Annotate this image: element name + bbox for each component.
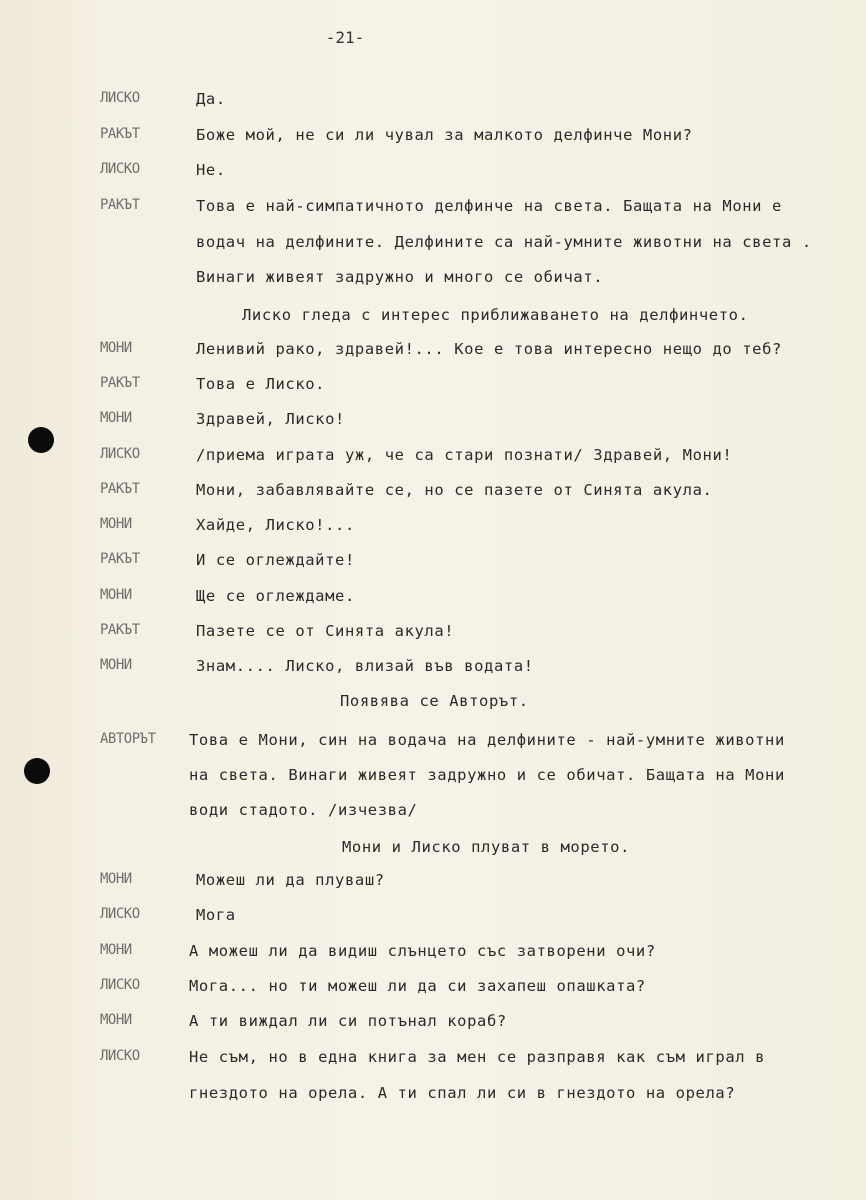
speaker-name: ЛИСКО [100, 161, 140, 177]
dialogue-text: Не. [196, 161, 226, 179]
dialogue-text: Не съм, но в една книга за мен се разправя как съм играл в [189, 1048, 766, 1066]
dialogue-text: А ти виждал ли си потънал кораб? [189, 1012, 507, 1030]
stage-direction [0, 692, 866, 716]
speaker-name: ЛИСКО [100, 90, 140, 106]
script-line [0, 766, 866, 790]
script-line [0, 197, 866, 221]
dialogue-text: Боже мой, не си ли чувал за малкото делфинче Мони? [196, 126, 693, 144]
speaker-name: РАКЪТ [100, 622, 140, 638]
script-line [0, 801, 866, 825]
stage-direction-text: Мони и Лиско плуват в морето. [342, 838, 631, 856]
dialogue-text: И се оглеждайте! [196, 551, 355, 569]
script-line [0, 268, 866, 292]
stage-direction [0, 838, 866, 862]
page-number: -21- [325, 28, 365, 47]
script-line [0, 977, 866, 1001]
script-line [0, 871, 866, 895]
speaker-name: РАКЪТ [100, 375, 140, 391]
script-line [0, 1084, 866, 1108]
speaker-name: ЛИСКО [100, 977, 140, 993]
stage-direction [0, 306, 866, 330]
script-line [0, 233, 866, 257]
speaker-name: МОНИ [100, 410, 132, 426]
dialogue-text: Пазете се от Синята акула! [196, 622, 455, 640]
dialogue-text: Това е Лиско. [196, 375, 326, 393]
script-line [0, 340, 866, 364]
speaker-name: МОНИ [100, 587, 132, 603]
speaker-name: АВТОРЪТ [100, 731, 156, 747]
speaker-name: МОНИ [100, 516, 132, 532]
dialogue-text: Хайде, Лиско!... [196, 516, 355, 534]
script-line [0, 90, 866, 114]
script-line [0, 731, 866, 755]
speaker-name: ЛИСКО [100, 906, 140, 922]
dialogue-text: Винаги живеят задружно и много се обичат. [196, 268, 604, 286]
speaker-name: РАКЪТ [100, 551, 140, 567]
speaker-name: МОНИ [100, 657, 132, 673]
dialogue-text: Здравей, Лиско! [196, 410, 345, 428]
stage-direction-text: Появява се Авторът. [340, 692, 529, 710]
script-line [0, 906, 866, 930]
script-line [0, 587, 866, 611]
dialogue-text: Ще се оглеждаме. [196, 587, 355, 605]
dialogue-text: Мога [196, 906, 236, 924]
speaker-name: РАКЪТ [100, 197, 140, 213]
script-line [0, 942, 866, 966]
speaker-name: РАКЪТ [100, 481, 140, 497]
script-line [0, 161, 866, 185]
dialogue-text: води стадото. /изчезва/ [189, 801, 418, 819]
dialogue-text: Това е Мони, син на водача на делфините - най-умните животни [189, 731, 785, 749]
dialogue-text: Мони, забавлявайте се, но се пазете от Синята акула. [196, 481, 713, 499]
dialogue-text: Ленивий рако, здравей!... Кое е това интересно нещо до теб? [196, 340, 782, 358]
script-line [0, 622, 866, 646]
speaker-name: МОНИ [100, 942, 132, 958]
script-line [0, 1048, 866, 1072]
speaker-name: РАКЪТ [100, 126, 140, 142]
speaker-name: ЛИСКО [100, 1048, 140, 1064]
speaker-name: МОНИ [100, 871, 132, 887]
script-line [0, 551, 866, 575]
speaker-name: МОНИ [100, 1012, 132, 1028]
script-line [0, 410, 866, 434]
speaker-name: МОНИ [100, 340, 132, 356]
script-line [0, 516, 866, 540]
script-line [0, 481, 866, 505]
stage-direction-text: Лиско гледа с интерес приближаването на делфинчето. [242, 306, 749, 324]
script-line [0, 1012, 866, 1036]
script-line [0, 375, 866, 399]
script-line [0, 126, 866, 150]
dialogue-text: на света. Винаги живеят задружно и се обичат. Бащата на Мони [189, 766, 785, 784]
dialogue-text: Мога... но ти можеш ли да си захапеш опашката? [189, 977, 646, 995]
dialogue-text: /приема играта уж, че са стари познати/ Здравей, Мони! [196, 446, 733, 464]
dialogue-text: водач на делфините. Делфините са най-умните животни на света . [196, 233, 812, 251]
dialogue-text: А можеш ли да видиш слънцето със затворени очи? [189, 942, 656, 960]
speaker-name: ЛИСКО [100, 446, 140, 462]
script-line [0, 657, 866, 681]
script-line [0, 446, 866, 470]
dialogue-text: Можеш ли да плуваш? [196, 871, 385, 889]
dialogue-text: Знам.... Лиско, влизай във водата! [196, 657, 534, 675]
dialogue-text: гнездото на орела. А ти спал ли си в гнездото на орела? [189, 1084, 736, 1102]
dialogue-text: Това е най-симпатичното делфинче на света. Бащата на Мони е [196, 197, 782, 215]
dialogue-text: Да. [196, 90, 226, 108]
